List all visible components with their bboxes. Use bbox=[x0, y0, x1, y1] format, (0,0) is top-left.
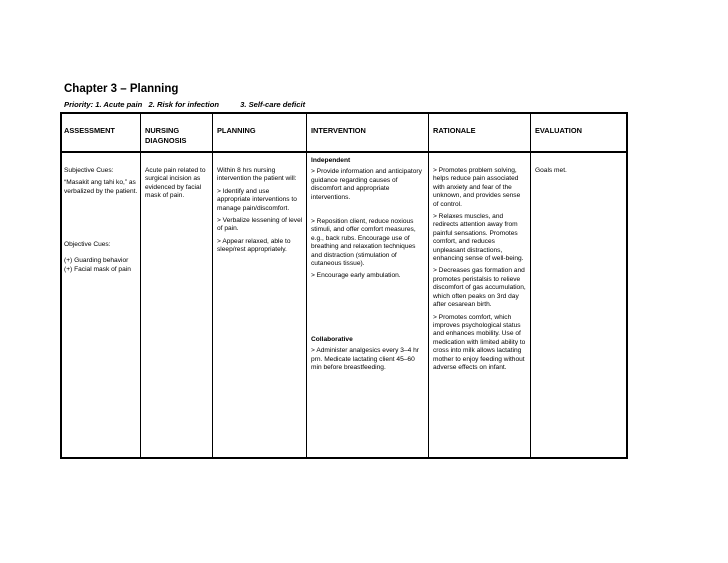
subjective-cues-text: “Masakit ang tahi ko,” as verbalized by the patient. bbox=[64, 179, 138, 195]
intervention-independent-2: > Reposition client, reduce noxious stimuli, and offer comfort measures, e.g., back rubs. Encourage use of breathing and relaxation techniques and distraction (stimulation of cutaneous tissue). bbox=[311, 218, 416, 268]
objective-cue-2: (+) Facial mask of pain bbox=[64, 265, 131, 273]
intervention-collaborative-1: > Administer analgesics every 3–4 hr prn. Medicate lactating client 45–60 min before breastfeeding. bbox=[311, 347, 419, 372]
priority-item-2: 2. Risk for infection bbox=[148, 100, 220, 109]
column-divider bbox=[212, 112, 213, 459]
objective-cues-label: Objective Cues: bbox=[64, 241, 111, 248]
rationale-4: > Promotes comfort, which improves psychological status and enhances mobility. Use of medication with limited ability to cross into milk allows lactating mother to enjoy feeding without adverse effects on infant. bbox=[433, 313, 526, 371]
priority-label: Priority: 1. Acute pain bbox=[64, 100, 143, 109]
objective-cue-1: (+) Guarding behavior bbox=[64, 257, 129, 265]
column-divider bbox=[428, 112, 429, 459]
assessment-cell bbox=[64, 167, 138, 200]
header-divider bbox=[60, 151, 628, 153]
planning-intro: Within 8 hrs nursing intervention the patient will: bbox=[217, 167, 297, 183]
planning-goal-3: > Appear relaxed, able to sleep/rest appropriately. bbox=[217, 237, 291, 254]
priority-line bbox=[64, 100, 305, 109]
intervention-collaborative-cell bbox=[311, 336, 425, 377]
header-intervention: INTERVENTION bbox=[311, 126, 366, 135]
intervention-independent-3: > Encourage early ambulation. bbox=[311, 272, 401, 280]
column-divider bbox=[140, 112, 141, 459]
header-rationale: RATIONALE bbox=[433, 126, 476, 135]
rationale-2: > Relaxes muscles, and redirects attention away from painful sensations. Promotes comfort, and reduces unpleasant distractions, enhancing sense of well-being. bbox=[433, 213, 524, 263]
header-nursing-diagnosis: NURSING DIAGNOSIS bbox=[145, 126, 187, 145]
header-assessment: ASSESSMENT bbox=[64, 126, 115, 135]
header-evaluation: EVALUATION bbox=[535, 126, 582, 135]
header-planning: PLANNING bbox=[217, 126, 256, 135]
column-divider bbox=[306, 112, 307, 459]
assessment-objective-cell bbox=[64, 241, 138, 278]
collaborative-label: Collaborative bbox=[311, 336, 353, 343]
rationale-1: > Promotes problem solving, helps reduce pain associated with anxiety and fear of the unknown, and provides sense of control. bbox=[433, 167, 521, 208]
priority-item-3: 3. Self-care deficit bbox=[240, 100, 306, 109]
nursing-diagnosis-text: Acute pain related to surgical incision as evidenced by facial mask of pain. bbox=[145, 167, 206, 200]
nursing-diagnosis-cell bbox=[145, 167, 211, 205]
planning-goal-2: > Verbalize lessening of level of pain. bbox=[217, 217, 303, 233]
evaluation-cell bbox=[535, 167, 623, 179]
independent-label: Independent bbox=[311, 157, 351, 164]
intervention-independent-1: > Provide information and anticipatory guidance regarding causes of discomfort and appropriate interventions. bbox=[311, 168, 422, 201]
column-divider bbox=[530, 112, 531, 459]
rationale-cell bbox=[433, 167, 527, 376]
evaluation-text: Goals met. bbox=[535, 167, 567, 174]
rationale-3: > Decreases gas formation and promotes peristalsis to relieve discomfort of gas accumulation, which often peaks on 3rd day after cesarean birth. bbox=[433, 267, 526, 309]
planning-cell bbox=[217, 167, 303, 259]
page-title: Chapter 3 – Planning bbox=[64, 83, 179, 95]
intervention-cell bbox=[311, 157, 425, 285]
subjective-cues-label: Subjective Cues: bbox=[64, 167, 114, 174]
planning-goal-1: > Identify and use appropriate interventions to manage pain/discomfort. bbox=[217, 187, 297, 212]
